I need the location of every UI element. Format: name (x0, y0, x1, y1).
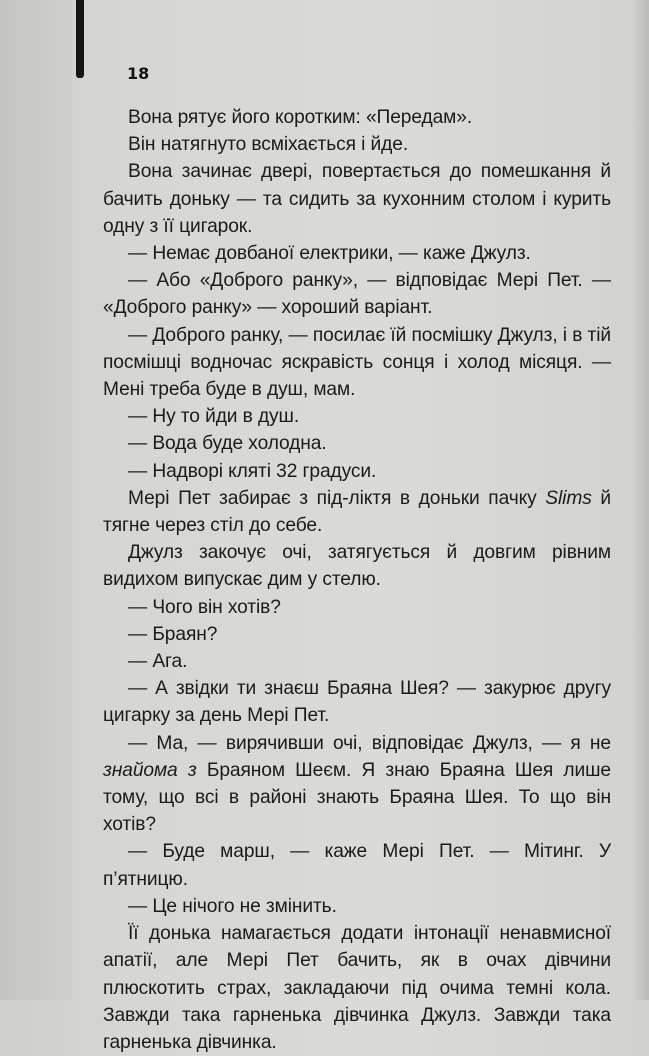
paragraph: — Немає довбаної електрики, — каже Джулз. (128, 243, 531, 265)
binding-mark (76, 0, 84, 78)
paragraph: — Надворі кляті 32 градуси. (128, 460, 377, 482)
paragraph: Вона рятує його коротким: «Передам». (128, 107, 473, 128)
paragraph: — Буде марш, — каже Мері Пет. — Мітинг. У п’ятницю. (103, 841, 611, 890)
text-run: й тягне через стіл до себе. (103, 487, 611, 537)
body-text (103, 104, 611, 1056)
paragraph: Він натягнуто всміхається і йде. (128, 134, 409, 156)
paragraph: Джулз закочує очі, затягується й довгим рівним видихом випускає дим у стелю. (103, 542, 611, 591)
page-number: 18 (127, 64, 150, 83)
paragraph: — А звідки ти знаєш Браяна Шея? — закурює другу цигарку за день Мері Пет. (103, 678, 611, 727)
text-run: Мері Пет забирає з під-ліктя в доньки пачку (128, 487, 546, 509)
page-right-shadow (631, 0, 649, 1000)
paragraph: — Або «Доброго ранку», — відповідає Мері Пет. — «Доброго ранку» — хороший варіант. (103, 270, 611, 319)
paragraph: — Ага. (128, 651, 188, 673)
paragraph: — Браян? (128, 623, 218, 645)
paragraph (103, 730, 611, 839)
text-run: Браяном Шеєм. Я знаю Браяна Шея лише тому, що всі в районі знають Браяна Шея. То що він хотів? (103, 759, 612, 836)
paragraph: — Це нічого не змінить. (128, 895, 337, 917)
italic-text: знайома з (103, 759, 197, 781)
text-run: — Ма, — вирячивши очі, відповідає Джулз, — я не (128, 732, 611, 754)
italic-text: Slims (545, 487, 592, 509)
paragraph: — Доброго ранку, — посилає їй посмішку Джулз, і в тій посмішці водночас яскравість сонця і холод місяця. — Мені треба буде в душ, мам. (103, 324, 611, 401)
paragraph (103, 485, 611, 539)
paragraph: Її донька намагається додати інтонації ненавмисної апатії, але Мері Пет бачить, як в очах дівчини плюскотить страх, закладаючи під очима темні кола. Завжди така гарненька дівчинка Джулз. Завжди така гарненька дівчинка. (103, 923, 611, 1053)
page-left-shadow (0, 0, 72, 1000)
paragraph: Вона зачинає двері, повертається до помешкання й бачить доньку — та сидить за кухонним столом і курить одну з її цигарок. (103, 161, 611, 237)
paragraph: — Чого він хотів? (128, 596, 281, 618)
paragraph: — Вода буде холодна. (128, 433, 327, 455)
paragraph: — Ну то йди в душ. (128, 406, 300, 428)
